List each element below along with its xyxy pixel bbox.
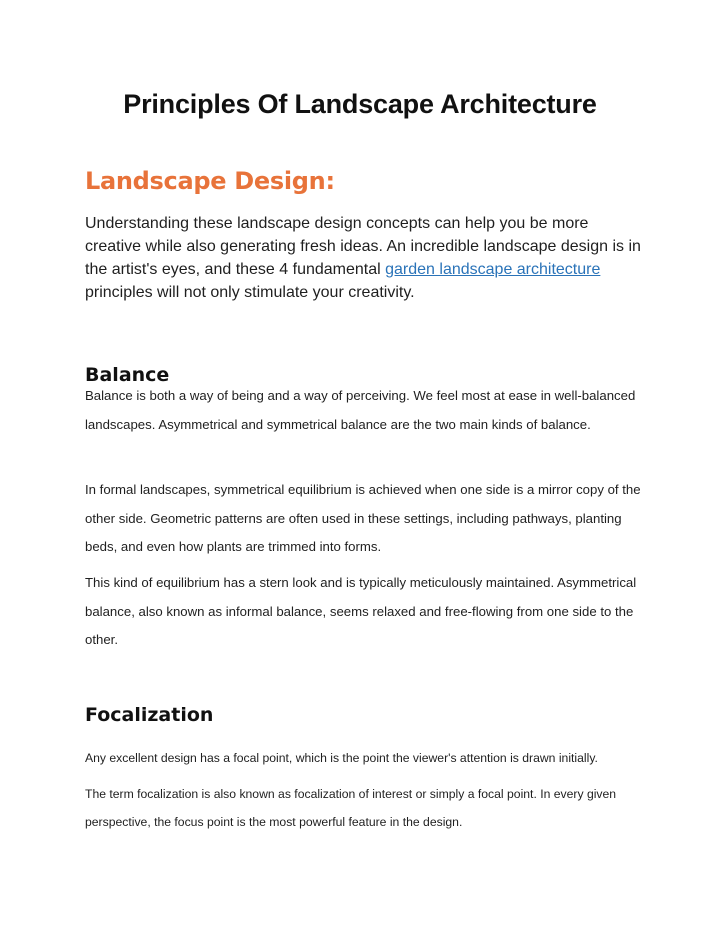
balance-paragraph-3: This kind of equilibrium has a stern look and is typically meticulously maintained. Asymmetrical balance, also known as informal balance, seems relaxed and free-flowing from one side to the other. [85,575,637,647]
focalization-heading: Focalization [85,704,214,726]
focalization-paragraph-2: The term focalization is also known as focalization of interest or simply a focal point. In every given perspective, the focus point is the most powerful feature in the design. [85,787,617,829]
balance-paragraph-1: Balance is both a way of being and a way of perceiving. We feel most at ease in well-balanced landscapes. Asymmetrical and symmetrical balance are the two main kinds of balance. [85,388,636,432]
garden-landscape-architecture-link[interactable]: garden landscape architecture [385,261,601,278]
balance-paragraph-2: In formal landscapes, symmetrical equilibrium is achieved when one side is a mirror copy of the other side. Geometric patterns are often used in these settings, including pathways, planting beds, and even how plants are trimmed into forms. [85,482,641,554]
focalization-paragraph-1: Any excellent design has a focal point, which is the point the viewer's attention is drawn initially. [85,751,598,765]
page-title: Principles Of Landscape Architecture [123,89,597,119]
intro-text-before-link: Understanding these landscape design concepts can help you be more creative while also generating fresh ideas. An incredible landscape design is in the artist's eyes, and these 4 fundamental [85,215,641,278]
section-heading-landscape-design: Landscape Design: [85,167,335,195]
balance-heading: Balance [85,364,170,386]
intro-paragraph [85,212,645,304]
intro-text-after-link: principles will not only stimulate your creativity. [85,284,415,301]
